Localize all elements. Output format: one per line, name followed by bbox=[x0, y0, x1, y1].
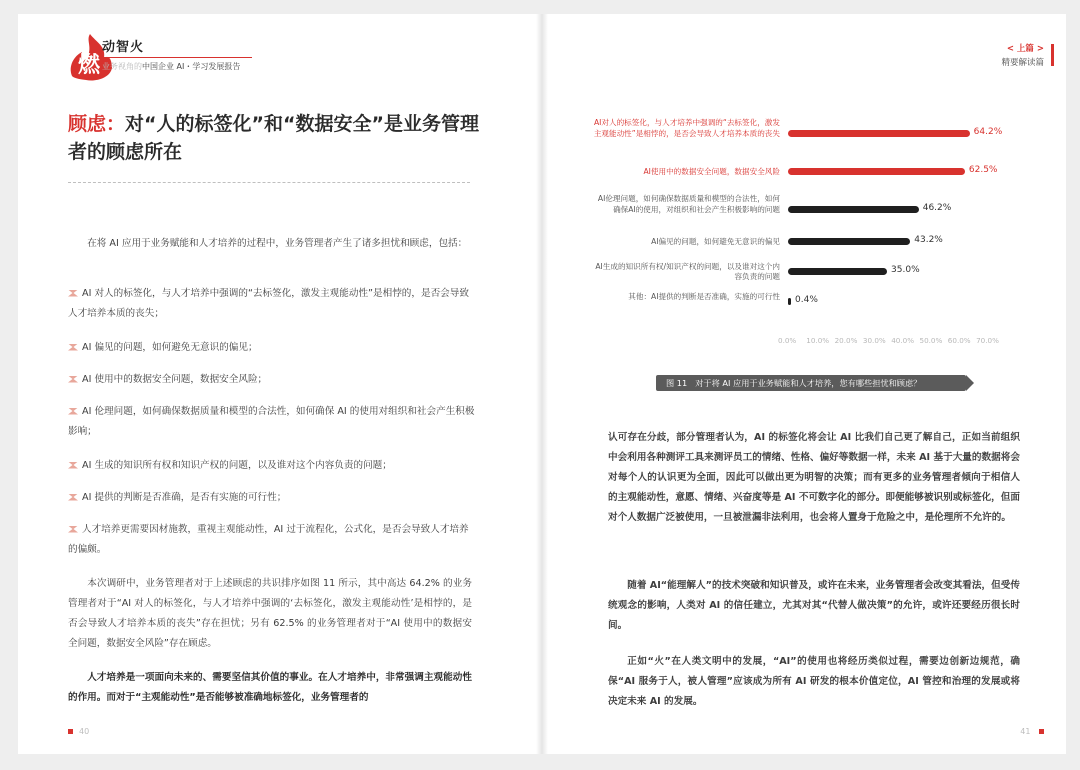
report-subtitle-prefix: 业务视角的 bbox=[102, 62, 142, 71]
bullet-text: AI 提供的判断是否准确，是否有实施的可行性； bbox=[82, 492, 287, 503]
bullet-icon bbox=[68, 526, 78, 533]
section-tag: < 上篇 > bbox=[1006, 44, 1044, 54]
figure-caption bbox=[656, 375, 966, 391]
bullet-text: AI 生成的知识所有权和知识产权的问题，以及谁对这个内容负责的问题； bbox=[82, 460, 392, 471]
bullet-item bbox=[68, 338, 478, 358]
bullet-icon bbox=[68, 290, 78, 297]
report-subtitle bbox=[102, 61, 240, 72]
page-number-left bbox=[68, 727, 89, 736]
bullet-item bbox=[68, 402, 478, 442]
chart-category-label: AI偏见的问题，如何避免无意识的偏见 bbox=[651, 236, 780, 246]
chart-value-label: 46.2% bbox=[922, 203, 952, 213]
summary-paragraph: 本次调研中，业务管理者对于上述顾虑的共识排序如图 11 所示，其中高达 64.2% 的业务管理者对于“AI 对人的标签化，与人才培养中强调的‘去标签化，激发主观能动性’是相悖的，是否会导致人才培养本质的丧失”存在担忧；另有 62.5% 的业务管理者对于“AI 使用中的数据安全问题，数据安全风险”存在顾虑。 bbox=[68, 578, 472, 649]
x-axis-tick-label: 70.0% bbox=[976, 336, 999, 345]
chart-bar bbox=[788, 268, 887, 275]
bullet-item bbox=[68, 284, 478, 324]
logo-glyph: 燃 bbox=[78, 53, 101, 78]
chart-bar bbox=[788, 238, 910, 245]
intro-paragraph: 在将 AI 应用于业务赋能和人才培养的过程中，业务管理者产生了诸多担忧和顾虑，包括： bbox=[87, 238, 468, 249]
brand-name: 动智火 bbox=[102, 40, 145, 55]
book-spine-shadow bbox=[536, 14, 548, 754]
bullet-text: AI 对人的标签化，与人才培养中强调的“去标签化，激发主观能动性”是相悖的，是否会导致人才培养本质的丧失； bbox=[68, 288, 469, 319]
chart-bar bbox=[788, 130, 970, 137]
figure-number: 图 11 bbox=[666, 378, 688, 388]
bullet-item bbox=[68, 370, 478, 390]
right-paragraph-2: 随着 AI“能理解人”的技术突破和知识普及，或许在未来，业务管理者会改变其看法，但受传统观念的影响，人类对 AI 的信任建立，尤其对其“代替人做决策”的允许，或许还要经历很长时间。 bbox=[608, 580, 1020, 631]
chart-category-label: AI生成的知识所有权/知识产权的问题，以及谁对这个内容负责的问题 bbox=[595, 261, 780, 281]
bullet-text: 人才培养更需要因材施教，重视主观能动性，AI 过于流程化，公式化，是否会导致人才培养的偏颇。 bbox=[68, 524, 469, 555]
chart-value-label: 43.2% bbox=[914, 235, 943, 245]
section-title bbox=[68, 110, 488, 166]
chart-category-label: 其他：AI提供的判断是否准确，实施的可行性 bbox=[628, 291, 780, 301]
bullet-item bbox=[68, 520, 478, 560]
closing-paragraph: 人才培养是一项面向未来的、需要坚信其价值的事业。在人才培养中，非常强调主观能动性的作用。而对于“主观能动性”是否能够被准确地标签化，业务管理者的 bbox=[68, 672, 472, 703]
bullet-text: AI 伦理问题，如何确保数据质量和模型的合法性，如何确保 AI 的使用对组织和社会产生积极影响； bbox=[68, 406, 475, 437]
x-axis-tick-label: 0.0% bbox=[778, 336, 797, 345]
chart-category-label: AI对人的标签化，与人才培养中强调的“去标签化，激发主观能动性”是相悖的，是否会导致人才培养本质的丧失 bbox=[593, 118, 780, 138]
header-rule bbox=[102, 57, 252, 58]
chart-category-label: AI伦理问题，如何确保数据质量和模型的合法性，如何确保AI的使用，对组织和社会产生积极影响的问题 bbox=[597, 194, 780, 214]
chart-value-label: 62.5% bbox=[968, 165, 998, 175]
chart-value-label: 64.2% bbox=[973, 127, 1003, 137]
header-accent-bar bbox=[1051, 44, 1054, 66]
x-axis-tick-label: 50.0% bbox=[919, 336, 943, 345]
page-number-right bbox=[1020, 727, 1044, 736]
chart-category-label: AI使用中的数据安全问题，数据安全风险 bbox=[643, 166, 780, 176]
bullet-icon bbox=[68, 376, 78, 383]
chart-value-label: 0.4% bbox=[795, 295, 818, 305]
chart-bar bbox=[788, 298, 791, 305]
page-marker-icon bbox=[1039, 729, 1044, 734]
section-name: 精要解读篇 bbox=[1001, 58, 1044, 68]
title-accent: 顾虑： bbox=[68, 113, 126, 135]
right-paragraph-3: 正如“火”在人类文明中的发展，“AI”的使用也将经历类似过程，需要边创新边规范，确保“AI 服务于人，被人管理”应该成为所有 AI 研发的根本价值定位，AI 管控和治理的发展或将决定未来 AI 的发展。 bbox=[608, 656, 1020, 707]
chart-bar bbox=[788, 168, 965, 175]
bullet-icon bbox=[68, 344, 78, 351]
x-axis-tick-label: 40.0% bbox=[891, 336, 915, 345]
x-axis-tick-label: 60.0% bbox=[947, 336, 971, 345]
right-page bbox=[542, 14, 1066, 754]
survey-bar-chart bbox=[592, 118, 1052, 368]
x-axis-tick-label: 20.0% bbox=[834, 336, 858, 345]
bullet-text: AI 使用中的数据安全问题，数据安全风险； bbox=[82, 374, 268, 385]
right-paragraph-1: 认可存在分歧，部分管理者认为，AI 的标签化将会让 AI 比我们自己更了解自己，正如当前组织中会利用各种测评工具来测评员工的情绪、性格、偏好等数据一样，未来 AI 基于大量的数据将会对每个人的认识更为全面，因此可以做出更为明智的决策；而有更多的业务管理者倾向于相信人的主观能动性，意愿、情绪、兴奋度等是 AI 不可数字化的部分。即便能够被识别或标签化，但面对个人数据广泛被使用，一旦被泄漏非法利用，也会将人置身于危险之中，是伦理所不允许的。 bbox=[608, 432, 1020, 523]
page-number-text: 40 bbox=[79, 727, 90, 736]
bullet-icon bbox=[68, 462, 78, 469]
bullet-icon bbox=[68, 408, 78, 415]
page-marker-icon bbox=[68, 729, 73, 734]
title-divider bbox=[68, 182, 470, 183]
x-axis-tick-label: 30.0% bbox=[862, 336, 886, 345]
left-page bbox=[18, 14, 542, 754]
report-subtitle-main: 中国企业 AI・学习发展报告 bbox=[142, 62, 241, 71]
chart-bar bbox=[788, 206, 919, 213]
bullet-text: AI 偏见的问题，如何避免无意识的偏见； bbox=[82, 342, 258, 353]
bullet-item bbox=[68, 488, 478, 508]
page-number-text: 41 bbox=[1020, 727, 1031, 736]
x-axis-tick-label: 10.0% bbox=[806, 336, 830, 345]
figure-caption-text: 对于将 AI 应用于业务赋能和人才培养，您有哪些担忧和顾虑？ bbox=[695, 378, 922, 388]
chart-value-label: 35.0% bbox=[891, 265, 920, 275]
bullet-icon bbox=[68, 494, 78, 501]
title-text: 对“人的标签化”和“数据安全”是业务管理者的顾虑所在 bbox=[68, 113, 479, 163]
bullet-item bbox=[68, 456, 478, 476]
